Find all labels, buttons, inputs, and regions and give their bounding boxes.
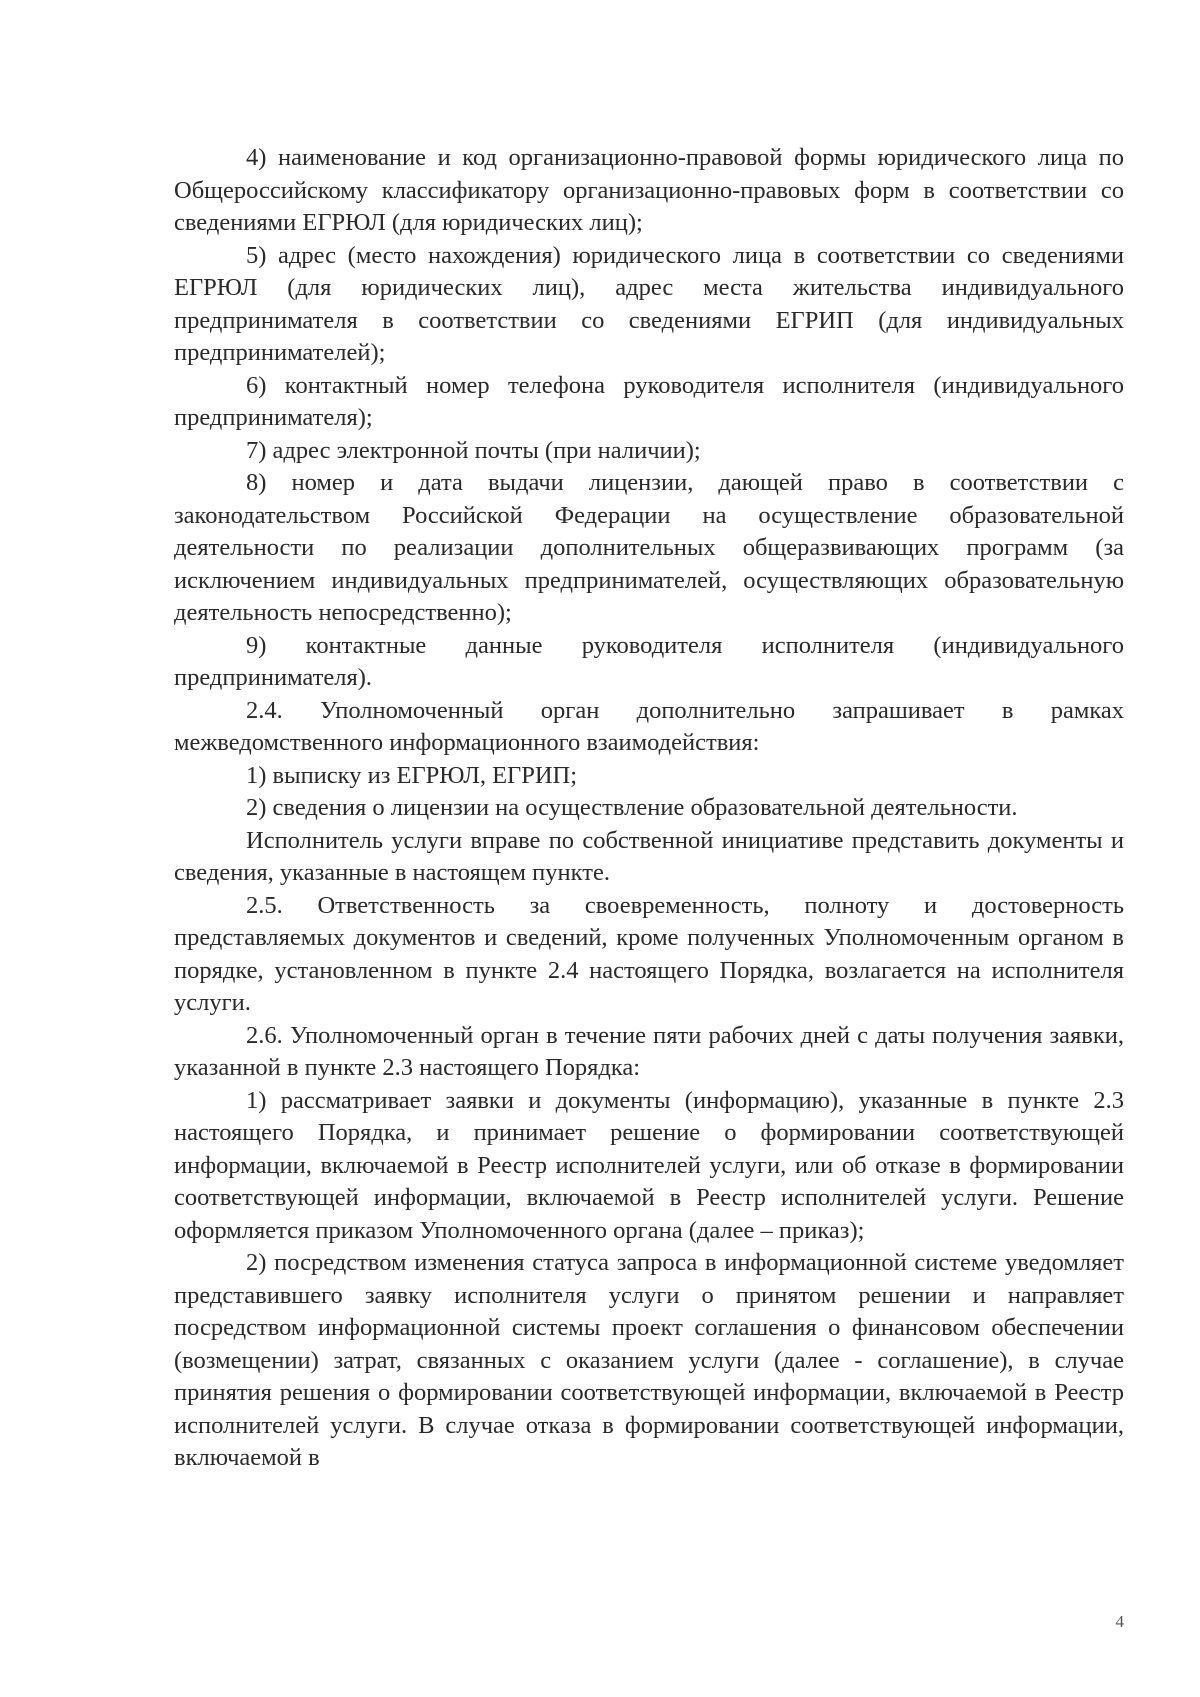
paragraph-item-8: 8) номер и дата выдачи лицензии, дающей право в соответствии с законодательством Российской Федерации на осуществление образовательной деятельности по реализации дополнительных общеразвивающих программ (за исключением индивидуальных предпринимателей, осуществляющих образовательную деятельность непосредственно); [174, 469, 1124, 626]
paragraph-item-7: 7) адрес электронной почты (при наличии); [246, 436, 701, 464]
paragraph-item-6: 6) контактный номер телефона руководителя исполнителя (индивидуального предпринимателя); [174, 371, 1124, 431]
page-number: 4 [1115, 1612, 1124, 1631]
paragraph-initiative: Исполнитель услуги вправе по собственной инициативе представить документы и сведения, указанные в настоящем пункте. [174, 826, 1124, 886]
paragraph-clause-2-4: 2.4. Уполномоченный орган дополнительно запрашивает в рамках межведомственного информационного взаимодействия: [174, 696, 1124, 756]
paragraph-clause-2-6-item-2: 2) посредством изменения статуса запроса в информационной системе уведомляет представившего заявку исполнителя услуги о принятом решении и направляет посредством информационной системы проект соглашения о финансовом обеспечении (возмещении) затрат, связанных с оказанием услуги (далее - соглашение), в случае принятия решения о формировании соответствующей информации, включаемой в Реестр исполнителей услуги. В случае отказа в формировании соответствующей информации, включаемой в [174, 1249, 1124, 1471]
paragraph-item-9: 9) контактные данные руководителя исполнителя (индивидуального предпринимателя). [174, 631, 1124, 691]
paragraph-item-4: 4) наименование и код организационно-правовой формы юридического лица по Общероссийскому классификатору организационно-правовых форм в соответствии со сведениями ЕГРЮЛ (для юридических лиц); [174, 144, 1124, 236]
paragraph-item-5: 5) адрес (место нахождения) юридического лица в соответствии со сведениями ЕГРЮЛ (для юридических лиц), адрес места жительства индивидуального предпринимателя в соответствии со сведениями ЕГРИП (для индивидуальных предпринимателей); [174, 241, 1124, 366]
paragraph-clause-2-4-item-2: 2) сведения о лицензии на осуществление образовательной деятельности. [246, 794, 1018, 821]
paragraph-clause-2-6-item-1: 1) рассматривает заявки и документы (информацию), указанные в пункте 2.3 настоящего Порядка, и принимает решение о формировании соответствующей информации, включаемой в Реестр исполнителей услуги, или об отказе в формировании соответствующей информации, включаемой в Реестр исполнителей услуги. Решение оформляется приказом Уполномоченного органа (далее – приказ); [174, 1086, 1124, 1244]
document-body [174, 142, 1124, 1475]
paragraph-clause-2-6: 2.6. Уполномоченный орган в течение пяти рабочих дней с даты получения заявки, указанной в пункте 2.3 настоящего Порядка: [174, 1021, 1124, 1081]
paragraph-clause-2-5: 2.5. Ответственность за своевременность, полноту и достоверность представляемых документов и сведений, кроме полученных Уполномоченным органом в порядке, установленном в пункте 2.4 настоящего Порядка, возлагается на исполнителя услуги. [174, 891, 1124, 1016]
paragraph-clause-2-4-item-1: 1) выписку из ЕГРЮЛ, ЕГРИП; [246, 761, 578, 789]
